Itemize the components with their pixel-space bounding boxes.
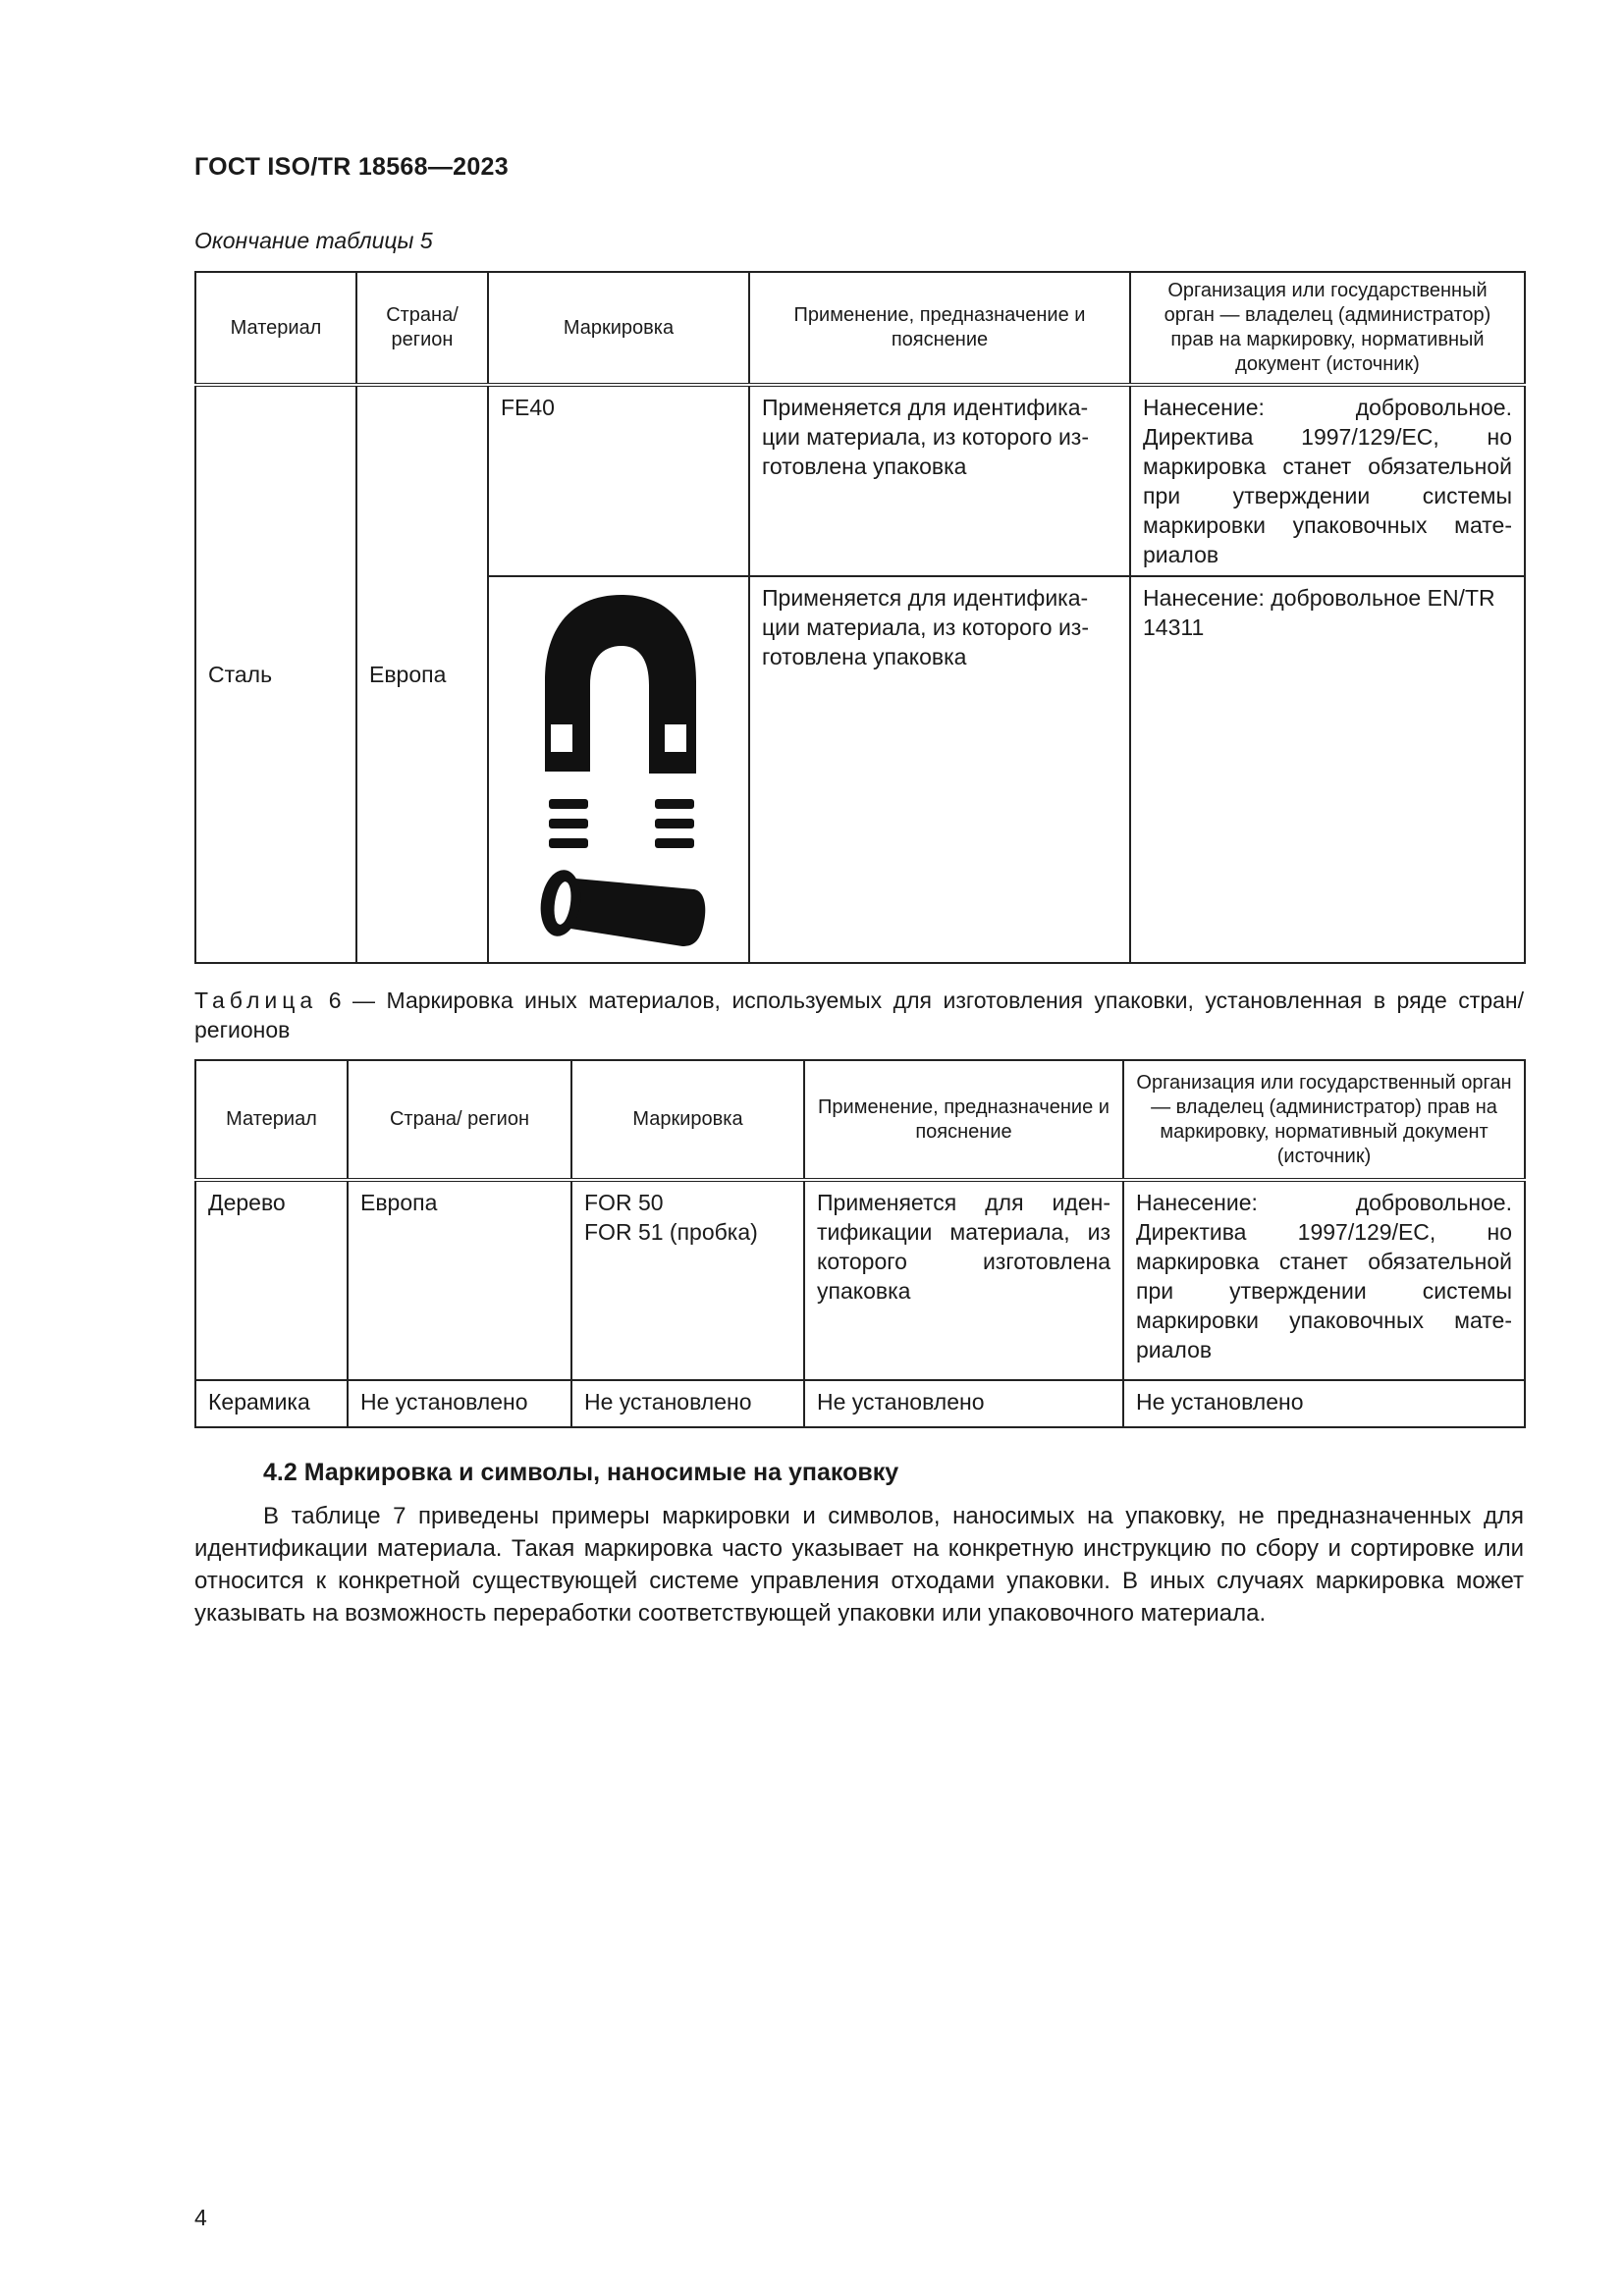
table6-cell-material: Дерево bbox=[195, 1180, 348, 1380]
table5-col-marking: Маркировка bbox=[488, 272, 749, 385]
table6-col-marking: Маркировка bbox=[571, 1060, 804, 1180]
table6-cell-marking bbox=[571, 1180, 804, 1380]
table5-header-row bbox=[195, 272, 1525, 385]
table5-cell-region: Европа bbox=[356, 385, 488, 963]
table5-col-application: Применение, предназначение и пояснение bbox=[749, 272, 1130, 385]
table5-cell-application: Применяется для идентификации материала, из которого изготовлена упаковка bbox=[749, 576, 1130, 963]
table-row bbox=[195, 385, 1525, 576]
table5-col-region: Страна/ регион bbox=[356, 272, 488, 385]
table6-cell-owner: Нанесение: добровольное. Директива 1997/129/ЕС, но маркировка станет обязательной при утверждении системы маркировки упаковочных материалов bbox=[1123, 1180, 1525, 1380]
table5-col-owner: Организация или государственный орган — владелец (администратор) прав на маркировку, нормативный документ (источник) bbox=[1130, 272, 1525, 385]
section-paragraph: В таблице 7 приведены примеры маркировки и символов, наносимых на упаковку, не предназначенных для идентификации материала. Такая маркировка часто указывает на конкретную инструкцию по сбору и сортировке или относится к конкретной существующей системе управления отходами упаковки. В иных случаях маркировка может указывать на возможность переработки соответствующей упаковки или упаковочного материала. bbox=[194, 1503, 1524, 1627]
table6-header-row bbox=[195, 1060, 1525, 1180]
table6-caption-prefix: Таблица bbox=[194, 988, 318, 1013]
table6-cell-application: Применяется для идентификации материала, из которого изготовлена упаковка bbox=[804, 1180, 1123, 1380]
table-row bbox=[195, 1380, 1525, 1427]
table6-caption bbox=[194, 986, 1524, 1044]
table-5 bbox=[194, 271, 1526, 964]
table6-col-material: Материал bbox=[195, 1060, 348, 1180]
table5-cell-marking: FE40 bbox=[488, 385, 749, 576]
table6-cell-material: Керамика bbox=[195, 1380, 348, 1427]
table6-cell-region: Европа bbox=[348, 1180, 571, 1380]
marking-line: FOR 51 (пробка) bbox=[584, 1219, 758, 1245]
table6-col-region: Страна/ регион bbox=[348, 1060, 571, 1180]
table-6 bbox=[194, 1059, 1526, 1428]
table5-cell-marking-symbol bbox=[488, 576, 749, 963]
table5-cell-owner: Нанесение: добровольное. Директива 1997/129/ЕС, но маркировка станет обязательной при утверждении системы маркировки упаковочных материалов bbox=[1130, 385, 1525, 576]
table6-cell-application: Не установлено bbox=[804, 1380, 1123, 1427]
table6-col-owner: Организация или государственный орган — владелец (администратор) прав на маркировку, нормативный документ (источник) bbox=[1123, 1060, 1525, 1180]
magnet-steel-symbol-icon bbox=[527, 587, 710, 956]
table6-col-application: Применение, предназначение и пояснение bbox=[804, 1060, 1123, 1180]
table6-cell-region: Не установлено bbox=[348, 1380, 571, 1427]
table6-cell-marking: Не установлено bbox=[571, 1380, 804, 1427]
marking-line: FOR 50 bbox=[584, 1190, 664, 1215]
table6-caption-text: 6 — Маркировка иных материалов, используемых для изготовления упаковки, установленная в ряде стран/регионов bbox=[194, 988, 1524, 1042]
table5-col-material: Материал bbox=[195, 272, 356, 385]
table5-cell-material: Сталь bbox=[195, 385, 356, 963]
page-number: 4 bbox=[194, 2205, 207, 2230]
table5-cell-owner: Нанесение: добровольное EN/TR 14311 bbox=[1130, 576, 1525, 963]
table5-cell-application: Применяется для идентификации материала, из которого изготовлена упаковка bbox=[749, 385, 1130, 576]
section-title: 4.2 Маркировка и символы, наносимые на упаковку bbox=[263, 1459, 899, 1486]
document-code: ГОСТ ISO/TR 18568—2023 bbox=[194, 153, 509, 181]
table6-cell-owner: Не установлено bbox=[1123, 1380, 1525, 1427]
table-row bbox=[195, 1180, 1525, 1380]
table5-caption: Окончание таблицы 5 bbox=[194, 228, 433, 253]
